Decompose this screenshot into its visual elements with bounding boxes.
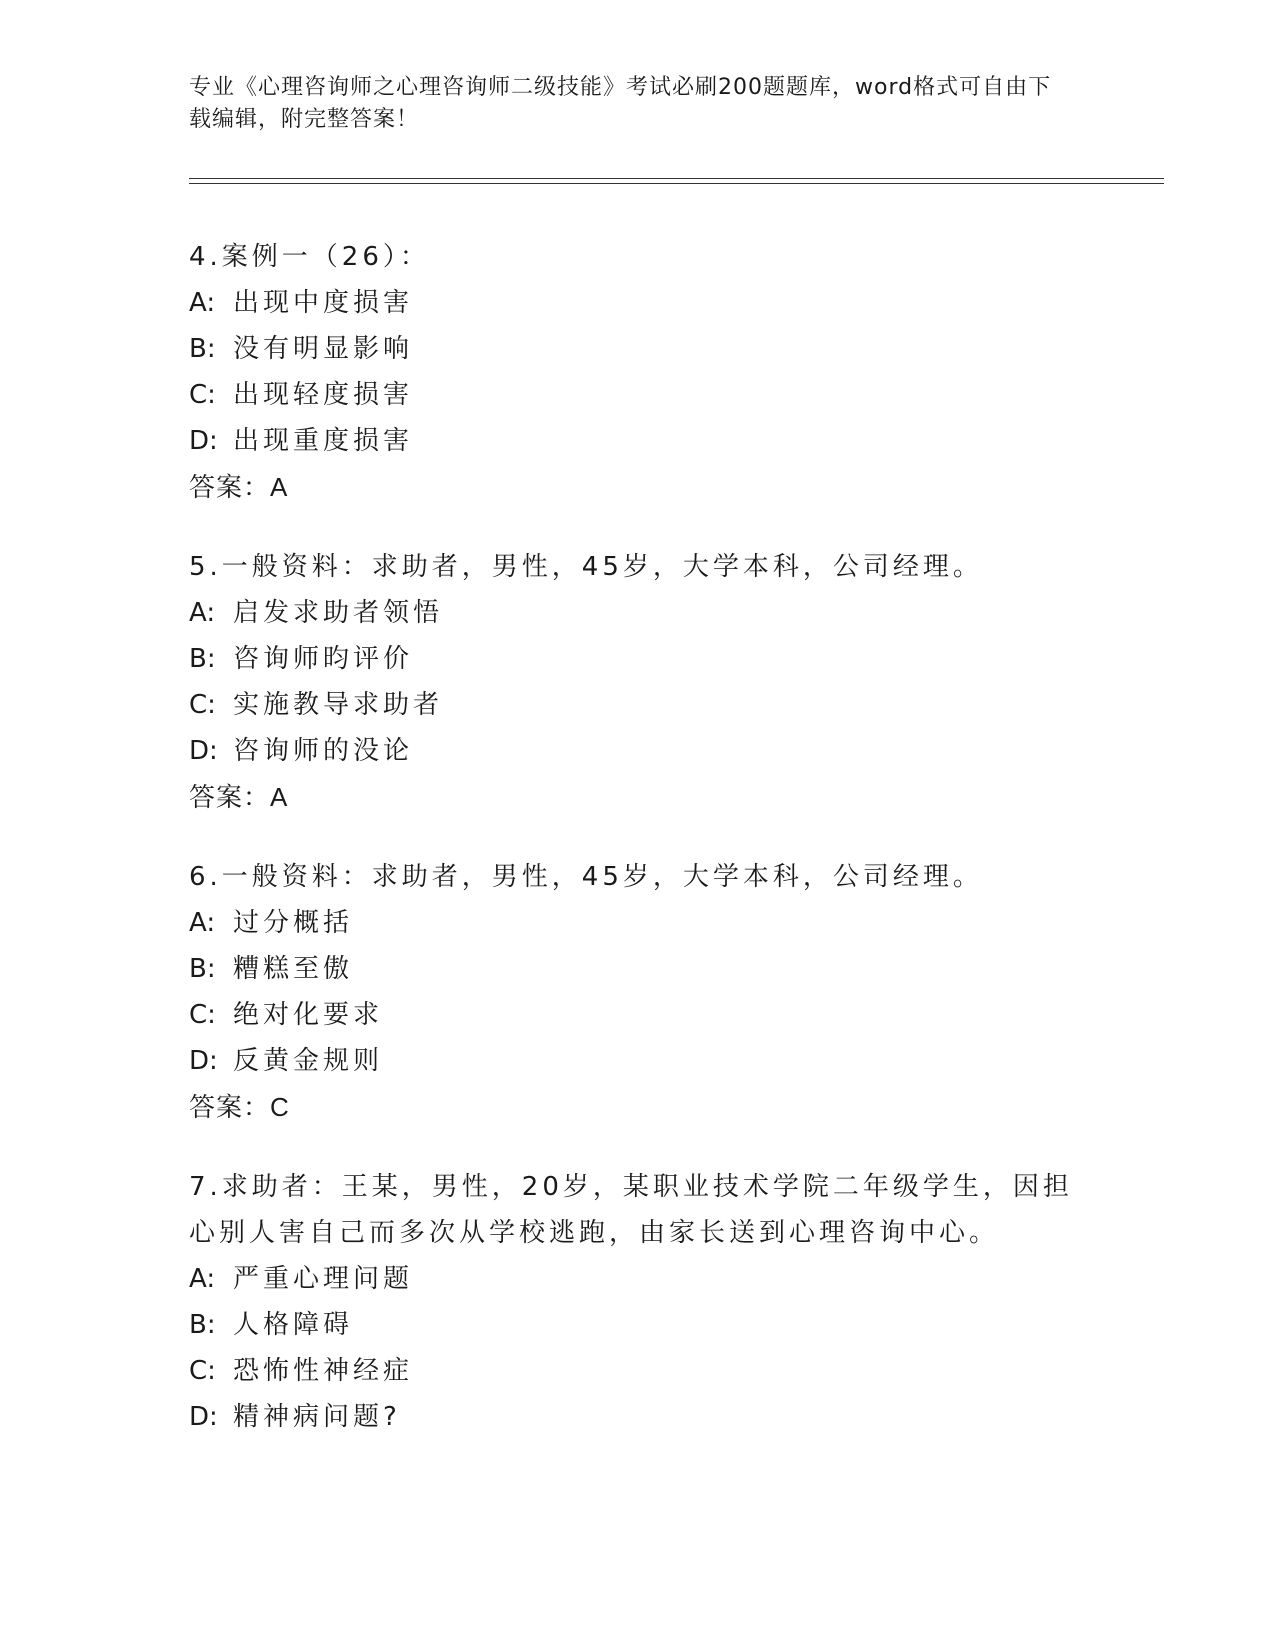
option-d <box>189 1038 1089 1084</box>
option-text: 启发求助者领悟 <box>233 598 444 628</box>
option-d <box>189 1394 1089 1440</box>
option-a <box>189 280 1089 326</box>
option-b <box>189 636 1089 682</box>
option-b <box>189 946 1089 992</box>
option-text: 出现轻度损害 <box>233 380 414 410</box>
answer-line <box>189 464 1089 511</box>
answer-value: A <box>270 472 289 502</box>
question-stem: 7.求助者：王某，男性，20岁，某职业技术学院二年级学生，因担心别人害自己而多次从学校逃跑，由家长送到心理咨询中心。 <box>189 1172 1073 1248</box>
option-letter: C: <box>189 690 216 720</box>
question-item <box>189 1164 1089 1440</box>
option-b <box>189 326 1089 372</box>
option-letter: D: <box>189 1402 218 1432</box>
answer-value: A <box>270 782 289 812</box>
option-text: 恐怖性神经症 <box>233 1356 414 1386</box>
option-text: 糟糕至傲 <box>233 954 354 984</box>
question-list <box>189 234 1089 1473</box>
question-item <box>189 544 1089 821</box>
document-header: 专业《心理咨询师之心理咨询师二级技能》考试必刷200题题库，word格式可自由下载编辑，附完整答案！ <box>189 75 1052 132</box>
header-divider <box>189 178 1164 184</box>
answer-label: 答案： <box>189 783 271 813</box>
option-letter: B: <box>189 954 216 984</box>
option-letter: A: <box>189 598 216 628</box>
option-text: 没有明显影响 <box>233 334 414 364</box>
option-d <box>189 728 1089 774</box>
option-text: 人格障碍 <box>233 1310 354 1340</box>
option-b <box>189 1302 1089 1348</box>
option-text: 精神病问题? <box>233 1402 401 1432</box>
answer-line <box>189 774 1089 821</box>
option-letter: B: <box>189 334 216 364</box>
option-letter: A: <box>189 908 216 938</box>
question-stem: 5.一般资料：求助者，男性，45岁，大学本科，公司经理。 <box>189 552 983 582</box>
option-d <box>189 418 1089 464</box>
option-text: 咨询师昀评价 <box>233 644 414 674</box>
option-text: 绝对化要求 <box>233 1000 384 1030</box>
option-text: 实施教导求助者 <box>233 690 444 720</box>
option-letter: D: <box>189 1046 218 1076</box>
option-c <box>189 682 1089 728</box>
option-letter: C: <box>189 1000 216 1030</box>
option-c <box>189 1348 1089 1394</box>
question-item <box>189 854 1089 1131</box>
answer-label: 答案： <box>189 1093 271 1123</box>
question-item <box>189 234 1089 511</box>
answer-label: 答案： <box>189 473 271 503</box>
option-text: 出现中度损害 <box>233 288 414 318</box>
option-text: 过分概括 <box>233 908 354 938</box>
option-c <box>189 992 1089 1038</box>
option-letter: D: <box>189 426 218 456</box>
option-letter: A: <box>189 1264 216 1294</box>
option-a <box>189 590 1089 636</box>
option-letter: B: <box>189 1310 216 1340</box>
question-stem: 6.一般资料：求助者，男性，45岁，大学本科，公司经理。 <box>189 862 983 892</box>
answer-line <box>189 1084 1089 1131</box>
option-letter: B: <box>189 644 216 674</box>
question-stem: 4.案例一（26）： <box>189 242 430 272</box>
option-c <box>189 372 1089 418</box>
option-a <box>189 900 1089 946</box>
option-text: 出现重度损害 <box>233 426 414 456</box>
option-letter: C: <box>189 1356 216 1386</box>
answer-value: C <box>270 1092 290 1122</box>
option-letter: D: <box>189 736 218 766</box>
option-text: 严重心理问题 <box>233 1264 414 1294</box>
option-letter: C: <box>189 380 216 410</box>
option-letter: A: <box>189 288 216 318</box>
option-text: 咨询师的没论 <box>233 736 414 766</box>
option-text: 反黄金规则 <box>233 1046 384 1076</box>
option-a <box>189 1256 1089 1302</box>
